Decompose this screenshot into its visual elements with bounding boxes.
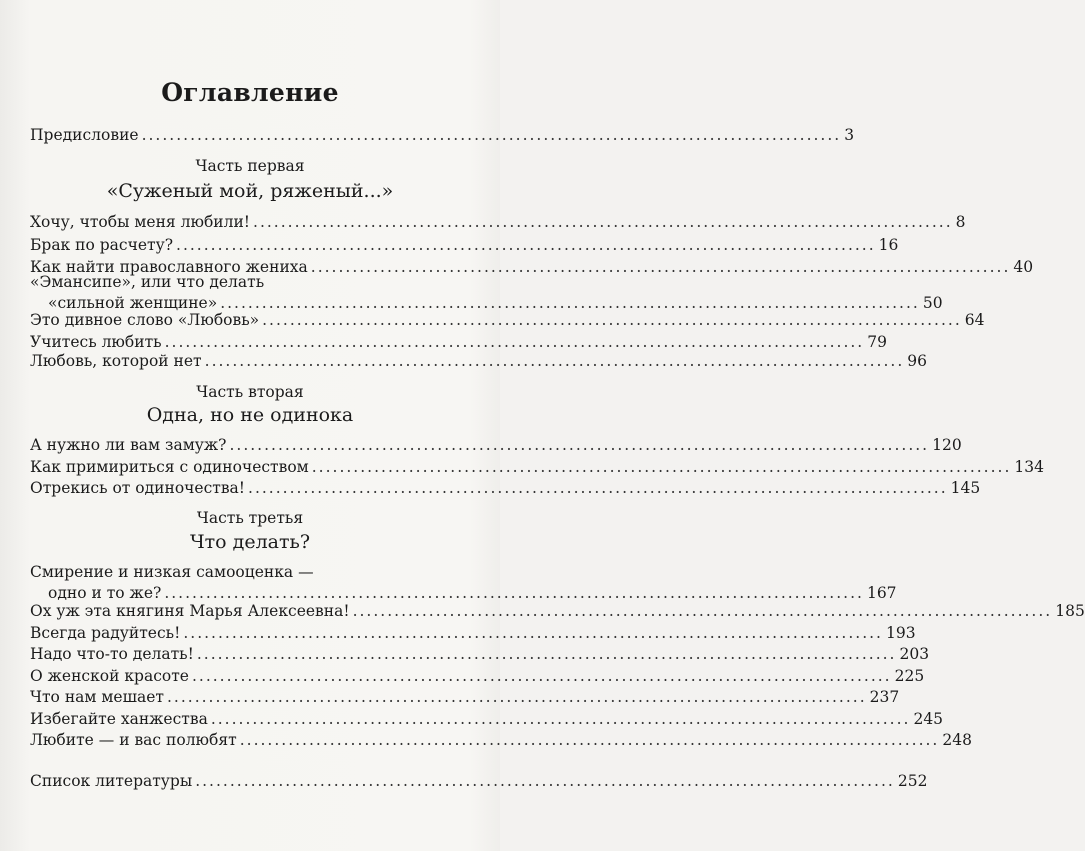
toc-dot-leader: ..................................................................................................... bbox=[253, 213, 953, 231]
toc-dot-leader: ..................................................................................................... bbox=[210, 710, 911, 728]
part1-label: Часть первая bbox=[195, 157, 305, 175]
toc-entry bbox=[30, 212, 966, 232]
toc-entry bbox=[30, 666, 925, 686]
toc-entry-text: А нужно ли вам замуж? bbox=[30, 436, 227, 454]
toc-entry-bibliography bbox=[30, 771, 928, 791]
page-title: Оглавление bbox=[161, 78, 339, 107]
toc-entry-text: Это дивное слово «Любовь» bbox=[30, 311, 260, 329]
toc-entry bbox=[30, 623, 916, 643]
toc-entry-text: Как примириться с одиночеством bbox=[30, 458, 309, 476]
toc-entry-text: Брак по расчету? bbox=[30, 236, 174, 254]
toc-page-number: 237 bbox=[869, 688, 900, 706]
toc-dot-leader: ..................................................................................................... bbox=[167, 688, 867, 706]
toc-page-number: 120 bbox=[932, 436, 962, 454]
toc-entry-text: О женской красоте bbox=[30, 667, 189, 685]
toc-page-number: 16 bbox=[878, 236, 899, 254]
toc-entry bbox=[30, 332, 887, 352]
toc-page-number: 245 bbox=[913, 710, 944, 728]
toc-dot-leader: ..................................................................................................... bbox=[183, 624, 883, 642]
toc-entry bbox=[30, 601, 1085, 621]
toc-dot-leader: ..................................................................................................... bbox=[191, 667, 892, 685]
toc-entry-text: Список литературы bbox=[30, 772, 193, 790]
toc-dot-leader: ..................................................................................................... bbox=[164, 584, 864, 602]
toc-dot-leader: ..................................................................................................... bbox=[248, 479, 948, 497]
toc-page-number: 145 bbox=[950, 479, 981, 497]
toc-page-number: 167 bbox=[866, 584, 897, 602]
toc-page-number: 225 bbox=[894, 667, 925, 685]
toc-entry-text: Избегайте ханжества bbox=[30, 710, 208, 728]
toc-dot-leader: ..................................................................................................... bbox=[196, 645, 897, 663]
toc-entry bbox=[30, 235, 899, 255]
toc-dot-leader: ..................................................................................................... bbox=[229, 436, 930, 454]
toc-dot-leader: ..................................................................................................... bbox=[220, 294, 920, 312]
part3-label: Часть третья bbox=[196, 509, 304, 527]
toc-entry bbox=[30, 435, 962, 455]
toc-entry-text: Как найти православного жениха bbox=[30, 258, 308, 276]
toc-entry-text: Что нам мешает bbox=[30, 688, 164, 706]
toc-entry bbox=[30, 351, 928, 371]
toc-entry-text: «сильной женщине» bbox=[48, 294, 218, 312]
toc-page-number: 134 bbox=[1014, 458, 1044, 476]
part3-title: Что делать? bbox=[189, 531, 311, 553]
toc-entry-text: Всегда радуйтесь! bbox=[30, 624, 181, 642]
toc-entry-text: Ох уж эта княгиня Марья Алексеевна! bbox=[30, 602, 350, 620]
toc-dot-leader: ..................................................................................................... bbox=[311, 458, 1012, 476]
toc-entry bbox=[30, 457, 1044, 477]
toc-dot-leader: ..................................................................................................... bbox=[195, 772, 895, 790]
toc-dot-leader: ..................................................................................................... bbox=[262, 311, 962, 329]
toc-page-number: 193 bbox=[885, 624, 916, 642]
part2-title: Одна, но не одинока bbox=[146, 404, 354, 426]
toc-page-number: 79 bbox=[867, 333, 887, 351]
toc-entry bbox=[30, 583, 897, 603]
toc-dot-leader: ..................................................................................................... bbox=[164, 333, 865, 351]
toc-entry-text: Отрекись от одиночества! bbox=[30, 479, 246, 497]
toc-page-number: 252 bbox=[897, 772, 928, 790]
toc-page-number: 185 bbox=[1055, 602, 1085, 620]
toc-dot-leader: ..................................................................................................... bbox=[239, 731, 940, 749]
toc-entry bbox=[30, 687, 900, 707]
toc-page-number: 3 bbox=[844, 126, 855, 144]
toc-page-number: 40 bbox=[1013, 258, 1034, 276]
toc-page-number: 248 bbox=[942, 731, 972, 749]
toc-entry-text: «Эмансипе», или что делать bbox=[30, 273, 265, 291]
toc-entry bbox=[30, 730, 972, 750]
part1-title: «Суженый мой, ряженый...» bbox=[106, 180, 394, 202]
toc-entry-text: Хочу, чтобы меня любили! bbox=[30, 213, 251, 231]
toc-entry-text: одно и то же? bbox=[48, 584, 162, 602]
toc-entry bbox=[30, 562, 464, 582]
toc-page-number: 64 bbox=[964, 311, 985, 329]
toc-entry bbox=[30, 709, 944, 729]
toc-page-number: 8 bbox=[955, 213, 966, 231]
toc-page-number: 203 bbox=[899, 645, 930, 663]
toc-dot-leader: ..................................................................................................... bbox=[141, 126, 842, 144]
toc-entry-text: Предисловие bbox=[30, 126, 139, 144]
toc-entry-text: Любовь, которой нет bbox=[30, 352, 202, 370]
toc-entry bbox=[30, 644, 930, 664]
toc-page-number: 50 bbox=[922, 294, 943, 312]
toc-page-number: 96 bbox=[907, 352, 928, 370]
toc-entry-text: Любите — и вас полюбят bbox=[30, 731, 237, 749]
toc-entry-text: Учитесь любить bbox=[30, 333, 162, 351]
toc-entry-text: Смирение и низкая самооценка — bbox=[30, 563, 314, 581]
part2-label: Часть вторая bbox=[196, 383, 304, 401]
toc-dot-leader: ..................................................................................................... bbox=[176, 236, 876, 254]
toc-entry-preface bbox=[30, 125, 855, 145]
toc-dot-leader: ..................................................................................................... bbox=[310, 258, 1011, 276]
toc-dot-leader: ..................................................................................................... bbox=[204, 352, 905, 370]
toc-entry-text: Надо что-то делать! bbox=[30, 645, 194, 663]
toc-entry bbox=[30, 310, 985, 330]
toc-entry bbox=[30, 272, 464, 292]
toc-entry bbox=[30, 478, 981, 498]
toc-dot-leader: ..................................................................................................... bbox=[352, 602, 1053, 620]
